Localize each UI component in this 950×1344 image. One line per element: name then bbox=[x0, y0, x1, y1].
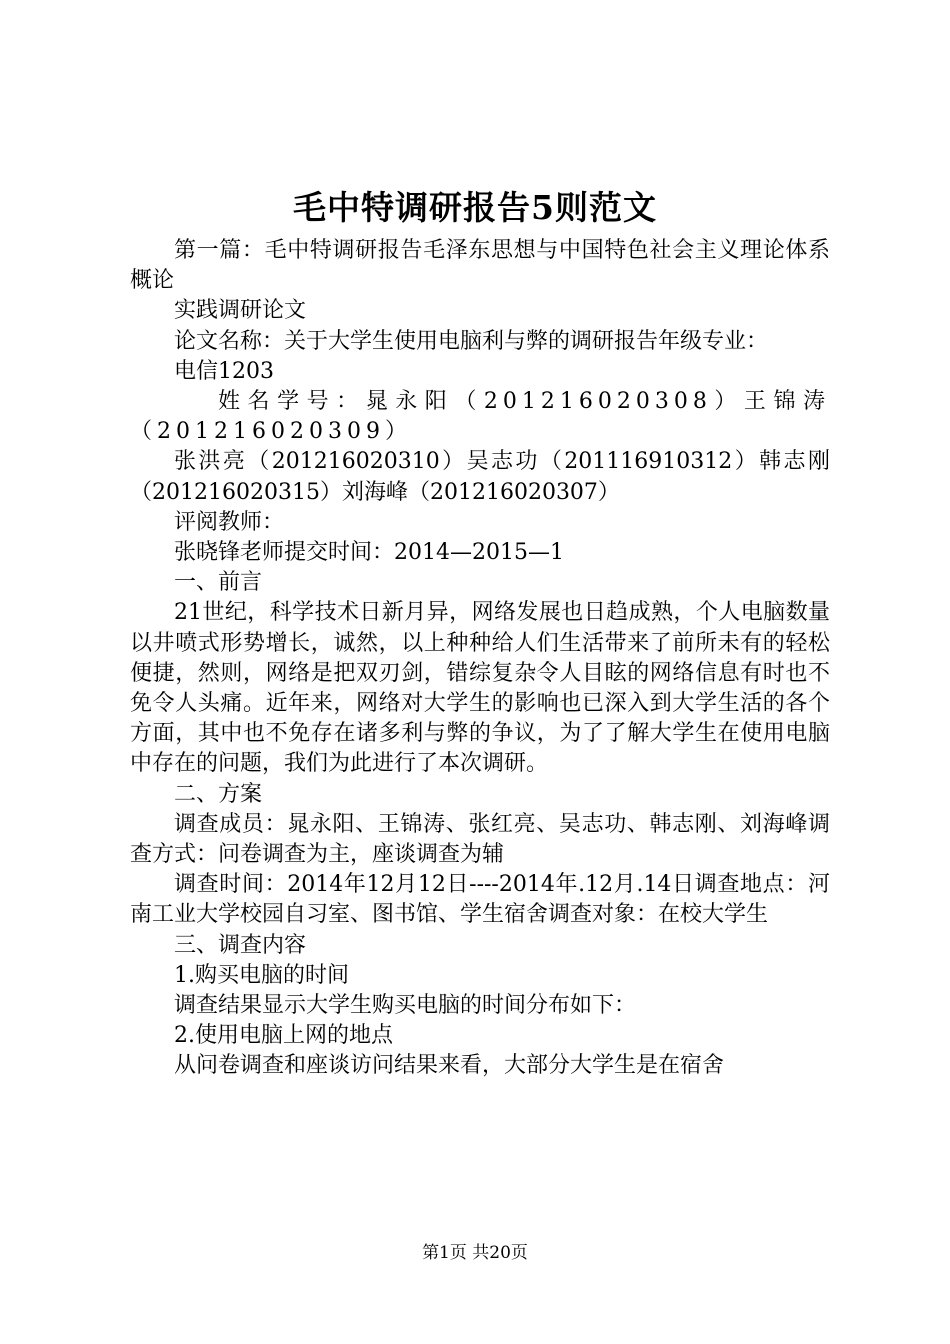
paragraph-8: 张晓锋老师提交时间：2014—2015—1 bbox=[174, 540, 564, 566]
paragraph-18: 从问卷调查和座谈访问结果来看，大部分大学生是在宿舍 bbox=[174, 1053, 725, 1079]
paragraph-16: 调查结果显示大学生购买电脑的时间分布如下： bbox=[174, 993, 637, 1019]
paragraph-5: 姓名学号：晁永阳（201216020308）王锦涛（201216020309） bbox=[130, 389, 830, 445]
paragraph-13: 调查时间：2014年12月12日----2014年.12月.14日调查地点：河南工业大学校园自习室、图书馆、学生宿舍调查对象：在校大学生 bbox=[130, 872, 830, 928]
page-footer: 第1页 共20页 bbox=[422, 1243, 528, 1263]
paragraph-7: 评阅教师： bbox=[174, 509, 285, 535]
subheading-2: 2.使用电脑上网的地点 bbox=[174, 1023, 393, 1049]
paragraph-4: 电信1203 bbox=[174, 358, 274, 384]
section-heading-2: 二、方案 bbox=[174, 781, 263, 807]
document-title: 毛中特调研报告5则范文 bbox=[293, 188, 657, 227]
subheading-1: 1.购买电脑的时间 bbox=[174, 962, 349, 988]
paragraph-3: 论文名称：关于大学生使用电脑利与弊的调研报告年级专业： bbox=[174, 328, 769, 354]
paragraph-12: 调查成员：晁永阳、王锦涛、张红亮、吴志功、韩志刚、刘海峰调查方式：问卷调查为主，座谈调查为辅 bbox=[130, 811, 830, 868]
paragraph-10: 21世纪，科学技术日新月异，网络发展也日趋成熟，个人电脑数量以井喷式形势增长，诚然，以上种种给人们生活带来了前所未有的轻松便捷，然则，网络是把双刃剑，错综复杂令人目眩的网络信息有时也不免令人头痛。近年来，网络对大学生的影响也已深入到大学生活的各个方面，其中也不免存在诸多利与弊的争议，为了了解大学生在使用电脑中存在的问题，我们为此进行了本次调研。 bbox=[130, 600, 830, 777]
paragraph-2: 实践调研论文 bbox=[174, 298, 307, 324]
document-body bbox=[130, 236, 830, 1082]
section-heading-1: 一、前言 bbox=[174, 570, 263, 596]
paragraph-6: 张洪亮（201216020310）吴志功（201116910312）韩志刚（201216020315）刘海峰（201216020307） bbox=[130, 449, 830, 505]
paragraph-1: 第一篇：毛中特调研报告毛泽东思想与中国特色社会主义理论体系概论 bbox=[130, 238, 830, 294]
section-heading-3: 三、调查内容 bbox=[174, 932, 307, 958]
